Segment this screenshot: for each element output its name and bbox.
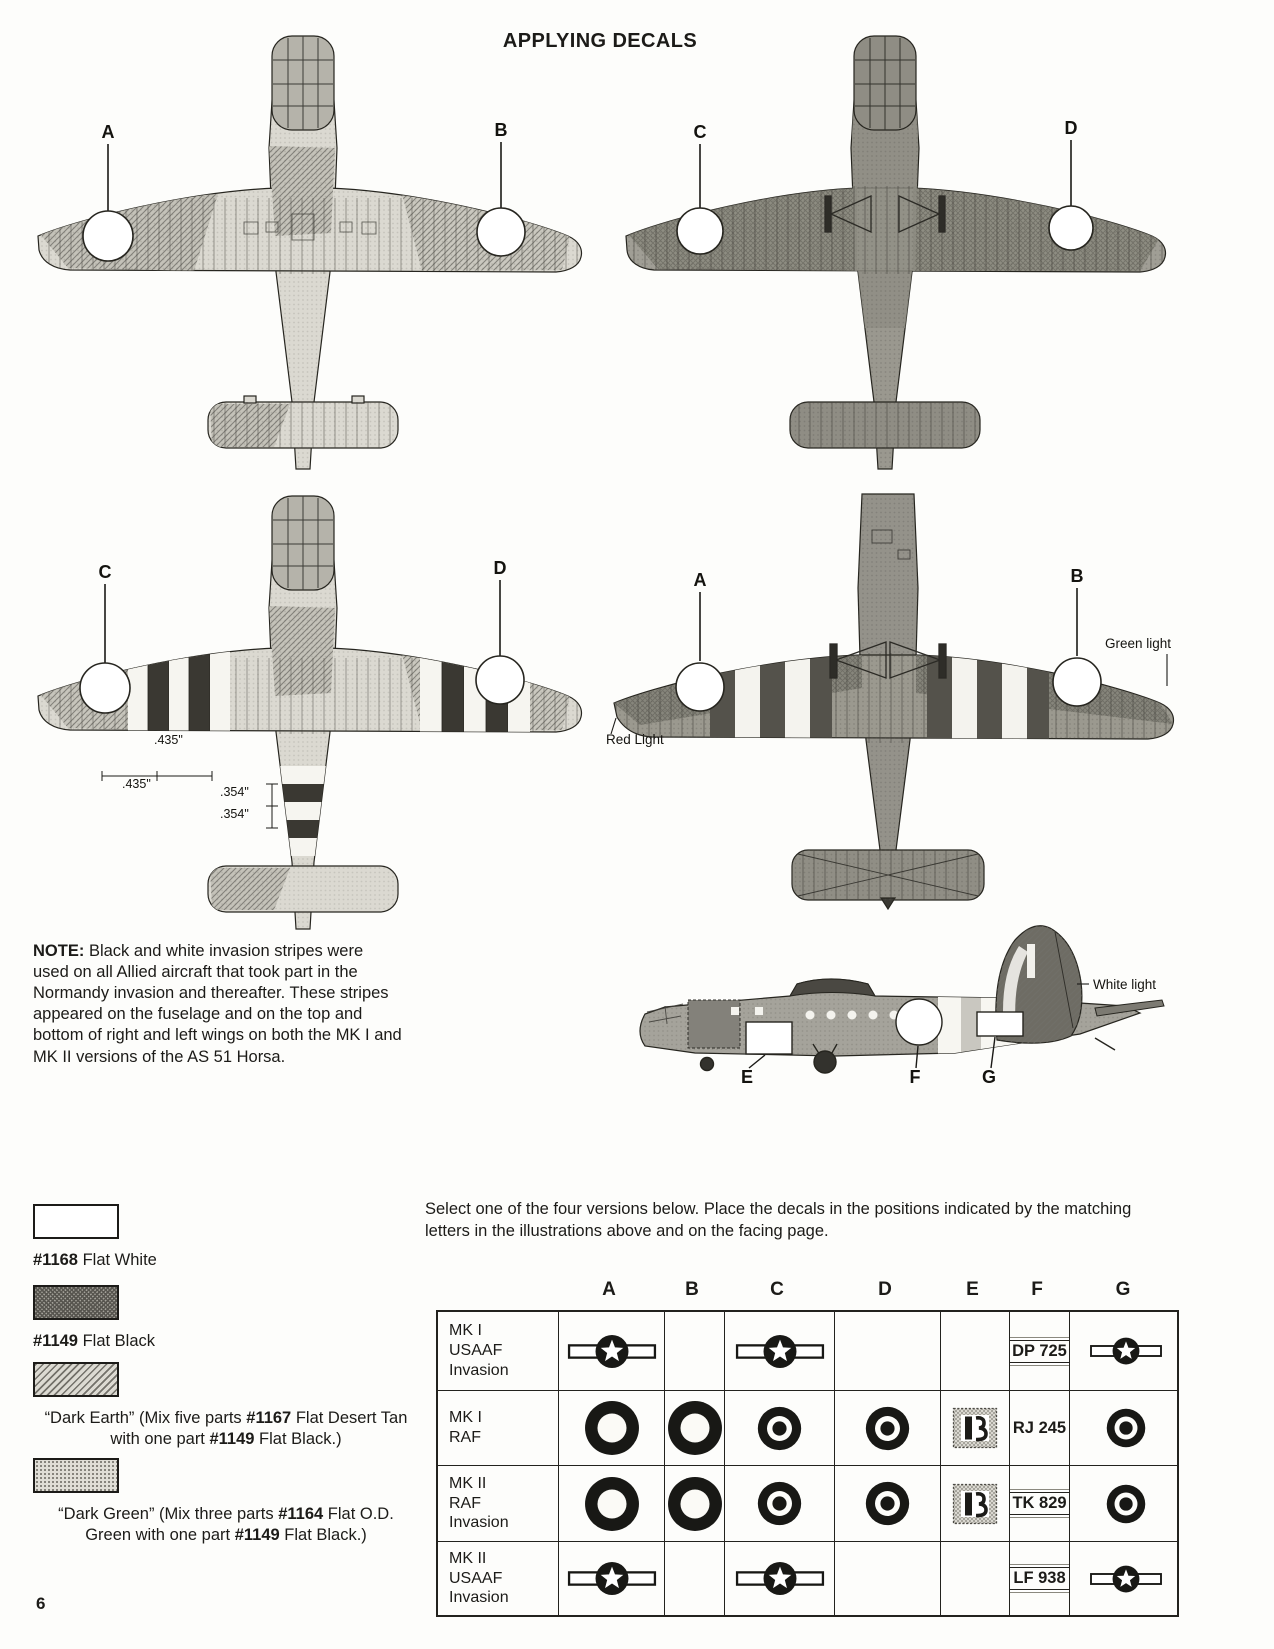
cockpit-canopy: [854, 36, 916, 130]
usaaf-insignia-icon: [1088, 1336, 1164, 1366]
decal-table: [436, 1266, 1179, 1617]
decal-cell: [724, 1466, 834, 1541]
decal-cell: [940, 1466, 1009, 1541]
cockpit-canopy: [272, 496, 334, 590]
serial-code: TK 829: [1009, 1492, 1069, 1515]
diagram-topview-invasion-stripes: [22, 488, 597, 938]
decal-cell: [940, 1312, 1009, 1390]
decal-position-rect: [977, 1012, 1023, 1036]
stripe-width-dimension: .435": [122, 777, 151, 791]
decal-cell: [558, 1466, 664, 1541]
paint-swatch-dark-green: [33, 1458, 119, 1493]
decal-cell: [664, 1542, 724, 1615]
raf-roundel-icon: [865, 1406, 910, 1451]
stripe-width-dimension: .354": [220, 785, 249, 799]
decal-cell: [724, 1542, 834, 1615]
decal-table-row: [438, 1390, 1177, 1465]
decal-cell: [1069, 1542, 1181, 1615]
diagram-topview-dark: [618, 28, 1178, 474]
decal-position-label: A: [101, 122, 115, 142]
decal-table-header: [436, 1266, 1179, 1310]
paint-label: “Dark Green” (Mix three parts #1164 Flat O.D. Green with one part #1149 Flat Black.): [58, 1505, 394, 1544]
decal-cell: [1069, 1466, 1181, 1541]
diagram-side-view: [625, 912, 1185, 1087]
decal-cell: [1069, 1312, 1181, 1390]
version-label: MK I USAAF Invasion: [449, 1322, 509, 1379]
raf-roundel-icon: [584, 1476, 640, 1532]
decal-position-label: A: [693, 570, 707, 590]
fin-flash-icon: [952, 1407, 998, 1449]
decal-position-label: G: [981, 1067, 997, 1087]
cockpit-canopy: [272, 36, 334, 130]
decal-cell: [1009, 1542, 1069, 1615]
decal-cell: [834, 1466, 940, 1541]
fin-flash-icon: [952, 1483, 998, 1525]
paint-legend-item: [33, 1285, 155, 1352]
paint-swatch-flat-white: [33, 1204, 119, 1239]
paint-label: “Dark Earth” (Mix five parts #1167 Flat Desert Tan with one part #1149 Flat Black.): [44, 1409, 408, 1448]
raf-roundel-icon: [584, 1400, 640, 1456]
column-header: B: [685, 1279, 699, 1300]
raf-roundel-icon: [757, 1481, 802, 1526]
decal-position-label: C: [98, 562, 112, 582]
column-header: A: [602, 1279, 616, 1300]
white-light-label: White light: [1093, 977, 1157, 992]
usaaf-insignia-icon: [1088, 1564, 1164, 1594]
raf-roundel-icon: [1106, 1484, 1146, 1524]
decal-cell: [664, 1391, 724, 1465]
column-header: E: [966, 1279, 979, 1300]
decal-cell: [664, 1466, 724, 1541]
usaaf-insignia-icon: [566, 1560, 658, 1597]
decal-table-row: [438, 1465, 1177, 1541]
green-light-label: Green light: [1105, 636, 1172, 651]
decal-position-circle: [896, 999, 942, 1045]
paint-legend-item: [33, 1458, 419, 1546]
decal-position-label: F: [909, 1067, 921, 1087]
decal-table-body: [436, 1310, 1179, 1617]
decal-position-rect: [746, 1022, 792, 1054]
raf-roundel-icon: [757, 1406, 802, 1451]
usaaf-insignia-icon: [734, 1560, 826, 1597]
diagram-topview-camouflage: [22, 28, 597, 474]
decal-cell: [940, 1391, 1009, 1465]
decal-cell: [724, 1312, 834, 1390]
raf-roundel-icon: [667, 1476, 723, 1532]
paint-swatch-dark-earth: [33, 1362, 119, 1397]
version-label: MK II RAF Invasion: [449, 1474, 509, 1532]
note-paragraph: [33, 941, 403, 1068]
decal-position-circle: [1053, 658, 1101, 706]
instructions-paragraph: Select one of the four versions below. Place the decals in the positions indicated by the matching letters in the illustrations above and on the facing page.: [425, 1200, 1132, 1241]
version-label: MK II USAAF Invasion: [449, 1549, 509, 1607]
paint-label: #1168 Flat White: [33, 1251, 157, 1269]
decal-position-label: B: [494, 120, 508, 140]
decal-cell: [664, 1312, 724, 1390]
red-light-label: Red Light: [606, 732, 664, 747]
raf-roundel-icon: [865, 1481, 910, 1526]
decal-cell: [940, 1542, 1009, 1615]
decal-cell: [834, 1542, 940, 1615]
usaaf-insignia-icon: [734, 1333, 826, 1370]
column-header: G: [1115, 1279, 1131, 1300]
decal-position-circle: [476, 656, 524, 704]
column-header: F: [1031, 1279, 1043, 1300]
decal-position-circle: [1049, 206, 1093, 250]
decal-cell: [1009, 1312, 1069, 1390]
decal-cell: [1069, 1391, 1181, 1465]
note-heading: NOTE:: [33, 942, 85, 960]
page-number: 6: [36, 1594, 46, 1613]
decal-cell: [724, 1391, 834, 1465]
decal-position-circle: [477, 208, 525, 256]
decal-cell: [1009, 1391, 1069, 1465]
stripe-width-dimension: .354": [220, 807, 249, 821]
usaaf-insignia-icon: [566, 1333, 658, 1370]
paint-legend-item: [33, 1362, 419, 1450]
corner-spacer: [436, 1266, 556, 1310]
page-title: APPLYING DECALS: [502, 30, 698, 52]
decal-table-row: [438, 1312, 1177, 1390]
serial-code: DP 725: [1009, 1340, 1069, 1363]
paint-swatch-flat-black: [33, 1285, 119, 1320]
diagram-bottomview-invasion-stripes: [600, 488, 1200, 910]
paint-label: #1149 Flat Black: [33, 1332, 156, 1350]
decal-cell: [1009, 1466, 1069, 1541]
version-label: MK I RAF: [449, 1409, 482, 1446]
decal-cell: [558, 1312, 664, 1390]
stripe-width-dimension: .435": [154, 733, 183, 747]
serial-code: RJ 245: [1012, 1418, 1067, 1437]
raf-roundel-icon: [1106, 1408, 1146, 1448]
decal-position-circle: [80, 663, 130, 713]
note-body: Black and white invasion stripes were used on all Allied aircraft that took part in the Normandy invasion and thereafter. These stripes appeared on the fuselage and on the top and bottom of right and left wings on both the MK I and MK II versions of the AS 51 Horsa.: [33, 942, 402, 1066]
decal-position-label: D: [493, 558, 507, 578]
paint-legend-item: [33, 1204, 157, 1271]
column-header: D: [878, 1279, 892, 1300]
decal-position-circle: [677, 208, 723, 254]
decal-cell: [558, 1542, 664, 1615]
decal-table-row: [438, 1541, 1177, 1615]
decal-position-label: B: [1070, 566, 1084, 586]
decal-position-label: C: [693, 122, 707, 142]
column-header: C: [770, 1279, 784, 1300]
raf-roundel-icon: [667, 1400, 723, 1456]
decal-cell: [834, 1391, 940, 1465]
decal-position-label: E: [740, 1067, 754, 1087]
serial-code: LF 938: [1009, 1567, 1069, 1590]
decal-position-label: D: [1064, 118, 1078, 138]
decal-cell: [558, 1391, 664, 1465]
decal-position-circle: [83, 211, 133, 261]
decal-position-circle: [676, 663, 724, 711]
decal-cell: [834, 1312, 940, 1390]
